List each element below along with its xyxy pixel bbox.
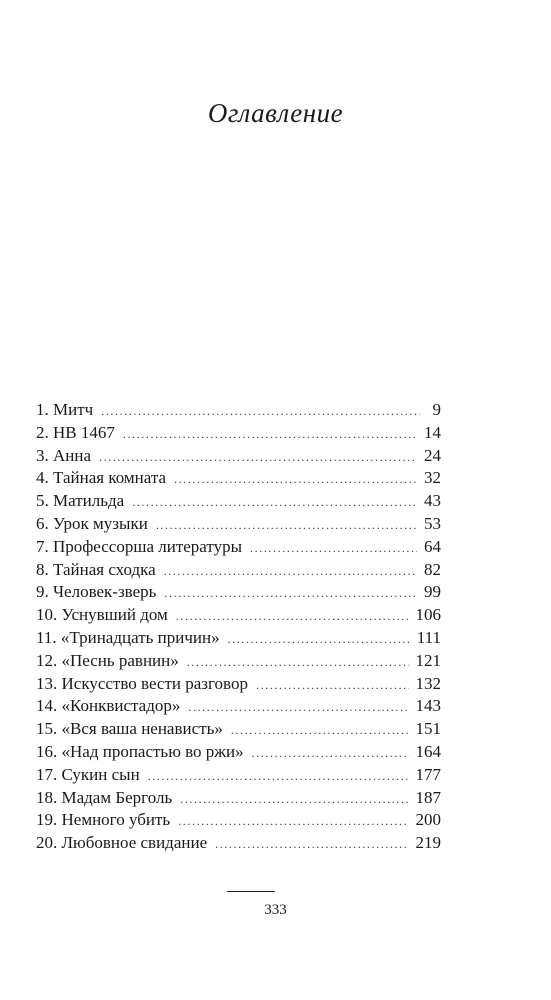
toc-entry-title: 18. Мадам Берголь	[36, 787, 173, 807]
dot-leader	[188, 696, 408, 719]
toc-entry-title: 3. Анна	[36, 445, 92, 465]
page-title: Оглавление	[207, 98, 344, 128]
toc-entry-page: 187	[415, 787, 441, 807]
toc-entry-page: 32	[424, 468, 441, 488]
toc-entry-page: 82	[424, 559, 441, 579]
toc-entry	[36, 832, 441, 855]
toc-entry	[36, 422, 441, 445]
toc-entry	[36, 604, 441, 627]
dot-leader	[101, 400, 420, 423]
dot-leader	[99, 446, 417, 469]
dot-leader	[180, 788, 408, 811]
toc-entry	[36, 467, 441, 490]
dot-leader	[156, 514, 417, 537]
toc-entry	[36, 559, 441, 582]
toc-entry-page: 9	[432, 400, 441, 419]
toc-entry-title: 14. «Конквистадор»	[36, 696, 181, 716]
toc-entry	[36, 536, 441, 559]
toc-entry-page: 111	[416, 627, 441, 647]
footer-divider	[227, 891, 275, 892]
toc-entry-page: 151	[415, 719, 441, 739]
toc-entry	[36, 650, 441, 673]
dot-leader	[250, 537, 417, 560]
toc-entry	[36, 787, 441, 810]
toc-entry	[36, 399, 441, 422]
toc-entry-title: 2. HB 1467	[36, 422, 115, 442]
dot-leader	[176, 605, 409, 628]
dot-leader	[252, 742, 409, 765]
toc-entry	[36, 695, 441, 718]
toc-entry-page: 14	[424, 422, 441, 442]
toc-entry-page: 132	[415, 673, 441, 693]
dot-leader	[231, 719, 409, 742]
table-of-contents	[36, 399, 441, 855]
dot-leader	[164, 582, 417, 605]
toc-entry-page: 64	[424, 536, 441, 556]
toc-entry	[36, 809, 441, 832]
toc-entry	[36, 627, 441, 650]
toc-entry	[36, 741, 441, 764]
toc-entry-title: 15. «Вся ваша ненависть»	[36, 719, 223, 739]
toc-entry-page: 200	[415, 810, 441, 830]
toc-entry-page: 219	[415, 833, 441, 853]
dot-leader	[215, 833, 408, 856]
toc-entry-page: 53	[424, 513, 441, 533]
toc-entry-title: 13. Искусство вести разговор	[36, 673, 248, 693]
dot-leader	[123, 423, 417, 446]
toc-entry	[36, 581, 441, 604]
toc-entry-page: 164	[415, 741, 441, 761]
toc-entry	[36, 445, 441, 468]
dot-leader	[256, 674, 409, 697]
dot-leader	[174, 468, 417, 491]
toc-entry-page: 177	[415, 764, 441, 784]
toc-entry-page: 43	[424, 491, 441, 511]
dot-leader	[164, 560, 417, 583]
toc-entry	[36, 673, 441, 696]
toc-entry-title: 6. Урок музыки	[36, 513, 148, 533]
toc-entry-title: 4. Тайная комната	[36, 468, 167, 488]
dot-leader	[228, 628, 410, 651]
toc-entry-title: 17. Сукин сын	[36, 764, 140, 784]
toc-entry	[36, 764, 441, 787]
toc-entry-page: 99	[424, 582, 441, 602]
page-number: 333	[264, 902, 287, 918]
dot-leader	[178, 810, 408, 833]
toc-entry-title: 10. Уснувший дом	[36, 605, 168, 625]
toc-entry-title: 7. Профессорша литературы	[36, 536, 243, 556]
toc-entry-title: 20. Любовное свидание	[36, 833, 208, 853]
dot-leader	[187, 651, 409, 674]
toc-entry	[36, 718, 441, 741]
dot-leader	[148, 765, 409, 788]
toc-entry-title: 11. «Тринадцать причин»	[36, 627, 220, 647]
toc-entry-page: 143	[415, 696, 441, 716]
toc-entry	[36, 490, 441, 513]
toc-entry-title: 16. «Над пропастью во ржи»	[36, 741, 244, 761]
toc-entry-title: 19. Немного убить	[36, 810, 171, 830]
toc-entry-title: 1. Митч	[36, 400, 94, 419]
toc-entry-page: 121	[415, 650, 441, 670]
toc-entry-page: 24	[424, 445, 441, 465]
toc-entry-title: 12. «Песнь равнин»	[36, 650, 179, 670]
toc-entry	[36, 513, 441, 536]
toc-entry-title: 9. Человек-зверь	[36, 582, 157, 602]
toc-entry-title: 8. Тайная сходка	[36, 559, 156, 579]
toc-entry-title: 5. Матильда	[36, 491, 125, 511]
toc-entry-page: 106	[415, 605, 441, 625]
dot-leader	[132, 491, 417, 514]
